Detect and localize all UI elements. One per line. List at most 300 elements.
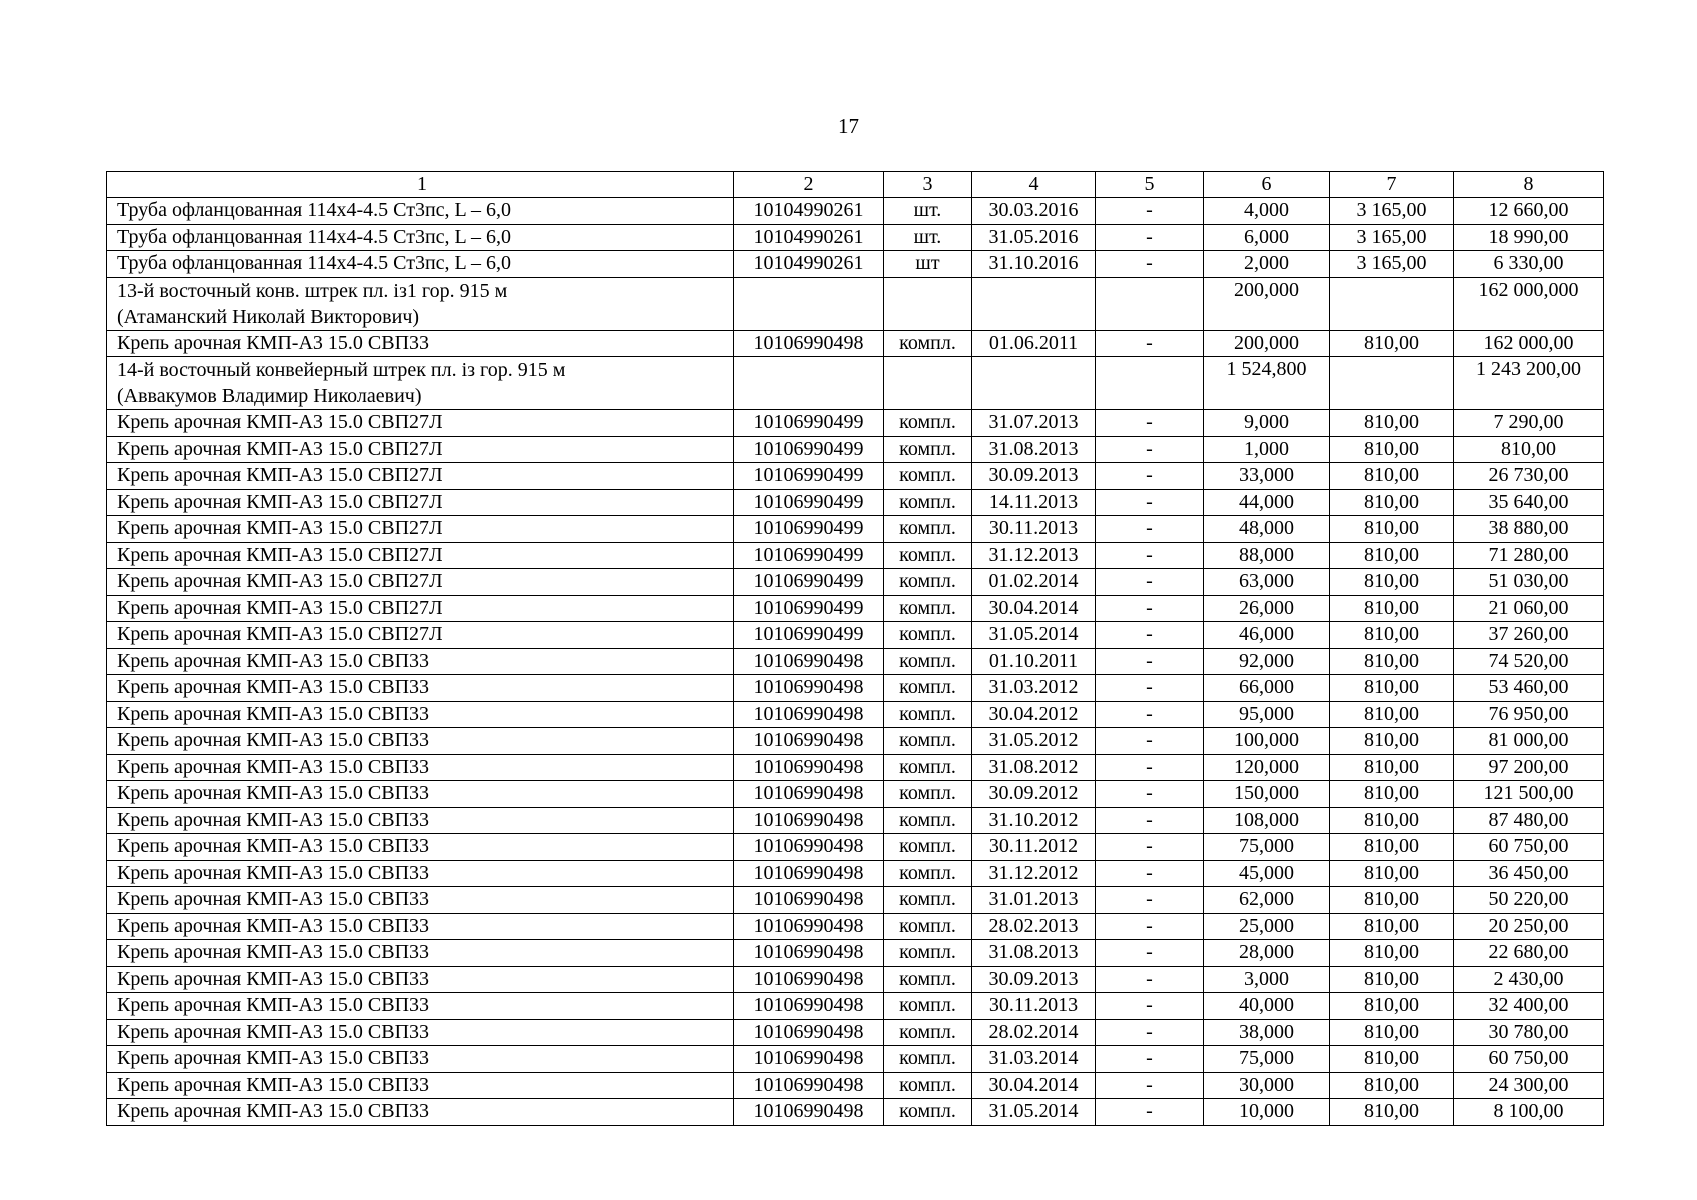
table-row	[107, 675, 1604, 702]
cell-col5: -	[1096, 648, 1204, 675]
section-title: 13-й восточный конв. штрек пл. із1 гор. 915 м	[117, 279, 508, 302]
cell-price: 810,00	[1330, 516, 1454, 543]
column-header-6: 6	[1204, 172, 1330, 198]
cell-col5: -	[1096, 966, 1204, 993]
cell-quantity: 200,000	[1204, 277, 1330, 330]
table-row	[107, 913, 1604, 940]
cell-name: Крепь арочная КМП-А3 15.0 СВП27Л	[107, 542, 734, 569]
cell-quantity: 9,000	[1204, 410, 1330, 437]
cell-date: 31.10.2016	[972, 251, 1096, 278]
table-row	[107, 463, 1604, 490]
cell-sum: 162 000,000	[1454, 277, 1604, 330]
cell-col5: -	[1096, 569, 1204, 596]
cell-col5: -	[1096, 754, 1204, 781]
cell-code: 10106990498	[734, 675, 884, 702]
cell-sum: 74 520,00	[1454, 648, 1604, 675]
cell-name: Крепь арочная КМП-А3 15.0 СВП27Л	[107, 436, 734, 463]
column-header-4: 4	[972, 172, 1096, 198]
table-row	[107, 569, 1604, 596]
cell-unit: шт.	[884, 224, 972, 251]
cell-unit: компл.	[884, 701, 972, 728]
cell-sum: 18 990,00	[1454, 224, 1604, 251]
cell-col5: -	[1096, 330, 1204, 357]
cell-quantity: 45,000	[1204, 860, 1330, 887]
cell-price: 810,00	[1330, 1019, 1454, 1046]
cell-code: 10106990498	[734, 966, 884, 993]
section-responsible: (Атаманский Николай Викторович)	[117, 305, 420, 328]
cell-name	[107, 357, 734, 410]
cell-name: Крепь арочная КМП-А3 15.0 СВП33	[107, 807, 734, 834]
cell-unit: компл.	[884, 913, 972, 940]
table-row	[107, 993, 1604, 1020]
cell-name: Крепь арочная КМП-А3 15.0 СВП33	[107, 834, 734, 861]
cell-price: 3 165,00	[1330, 198, 1454, 225]
table-row	[107, 648, 1604, 675]
cell-quantity: 40,000	[1204, 993, 1330, 1020]
cell-col5: -	[1096, 516, 1204, 543]
cell-unit: компл.	[884, 1046, 972, 1073]
cell-unit: компл.	[884, 1019, 972, 1046]
cell-col5: -	[1096, 595, 1204, 622]
table-row	[107, 436, 1604, 463]
cell-date: 31.07.2013	[972, 410, 1096, 437]
cell-unit: компл.	[884, 860, 972, 887]
cell-name: Крепь арочная КМП-А3 15.0 СВП33	[107, 887, 734, 914]
table-row	[107, 622, 1604, 649]
table-row	[107, 834, 1604, 861]
cell-sum: 26 730,00	[1454, 463, 1604, 490]
cell-unit: компл.	[884, 516, 972, 543]
cell-price: 810,00	[1330, 860, 1454, 887]
table-row	[107, 516, 1604, 543]
cell-name: Крепь арочная КМП-А3 15.0 СВП33	[107, 1072, 734, 1099]
cell-date: 28.02.2014	[972, 1019, 1096, 1046]
cell-name: Крепь арочная КМП-А3 15.0 СВП33	[107, 330, 734, 357]
cell-quantity: 30,000	[1204, 1072, 1330, 1099]
table-row	[107, 224, 1604, 251]
cell-name: Крепь арочная КМП-А3 15.0 СВП33	[107, 1046, 734, 1073]
cell-col5: -	[1096, 834, 1204, 861]
cell-quantity: 4,000	[1204, 198, 1330, 225]
cell-code: 10106990499	[734, 410, 884, 437]
cell-quantity: 3,000	[1204, 966, 1330, 993]
cell-sum: 60 750,00	[1454, 1046, 1604, 1073]
cell-code: 10106990499	[734, 489, 884, 516]
cell-date: 30.03.2016	[972, 198, 1096, 225]
cell-date: 31.03.2014	[972, 1046, 1096, 1073]
cell-col5: -	[1096, 410, 1204, 437]
cell-price: 810,00	[1330, 834, 1454, 861]
cell-date: 30.11.2013	[972, 993, 1096, 1020]
cell-price	[1330, 357, 1454, 410]
cell-date: 31.03.2012	[972, 675, 1096, 702]
cell-date: 31.08.2012	[972, 754, 1096, 781]
cell-quantity: 44,000	[1204, 489, 1330, 516]
cell-code: 10106990498	[734, 1099, 884, 1126]
cell-code: 10106990498	[734, 754, 884, 781]
table-row	[107, 595, 1604, 622]
column-header-3: 3	[884, 172, 972, 198]
cell-col5: -	[1096, 913, 1204, 940]
cell-price: 810,00	[1330, 966, 1454, 993]
cell-price: 810,00	[1330, 913, 1454, 940]
cell-unit: компл.	[884, 595, 972, 622]
cell-col5: -	[1096, 728, 1204, 755]
table-row	[107, 1099, 1604, 1126]
cell-col5: -	[1096, 251, 1204, 278]
cell-name: Крепь арочная КМП-А3 15.0 СВП27Л	[107, 569, 734, 596]
cell-sum: 30 780,00	[1454, 1019, 1604, 1046]
cell-quantity: 46,000	[1204, 622, 1330, 649]
cell-unit: компл.	[884, 410, 972, 437]
cell-sum: 6 330,00	[1454, 251, 1604, 278]
cell-col5: -	[1096, 436, 1204, 463]
cell-unit: компл.	[884, 436, 972, 463]
cell-date: 31.05.2014	[972, 1099, 1096, 1126]
cell-date: 31.01.2013	[972, 887, 1096, 914]
cell-name: Крепь арочная КМП-А3 15.0 СВП33	[107, 675, 734, 702]
cell-sum: 51 030,00	[1454, 569, 1604, 596]
cell-code: 10106990498	[734, 728, 884, 755]
cell-code: 10106990499	[734, 622, 884, 649]
cell-sum: 12 660,00	[1454, 198, 1604, 225]
cell-sum: 24 300,00	[1454, 1072, 1604, 1099]
cell-name: Труба офланцованная 114х4-4.5 Ст3пс, L – 6,0	[107, 224, 734, 251]
cell-sum: 60 750,00	[1454, 834, 1604, 861]
cell-col5: -	[1096, 940, 1204, 967]
cell-quantity: 62,000	[1204, 887, 1330, 914]
cell-unit: компл.	[884, 728, 972, 755]
cell-quantity: 2,000	[1204, 251, 1330, 278]
cell-price: 810,00	[1330, 410, 1454, 437]
cell-name: Крепь арочная КМП-А3 15.0 СВП33	[107, 940, 734, 967]
cell-quantity: 48,000	[1204, 516, 1330, 543]
cell-code: 10106990498	[734, 648, 884, 675]
cell-price: 810,00	[1330, 728, 1454, 755]
cell-price: 810,00	[1330, 542, 1454, 569]
cell-code: 10106990498	[734, 887, 884, 914]
cell-quantity: 33,000	[1204, 463, 1330, 490]
cell-unit: компл.	[884, 542, 972, 569]
cell-quantity: 150,000	[1204, 781, 1330, 808]
cell-unit: компл.	[884, 887, 972, 914]
cell-quantity: 38,000	[1204, 1019, 1330, 1046]
cell-unit: компл.	[884, 489, 972, 516]
cell-quantity: 25,000	[1204, 913, 1330, 940]
cell-name: Крепь арочная КМП-А3 15.0 СВП33	[107, 648, 734, 675]
cell-price: 810,00	[1330, 595, 1454, 622]
cell-code: 10106990498	[734, 1072, 884, 1099]
table-row	[107, 198, 1604, 225]
table-row	[107, 701, 1604, 728]
table-row	[107, 754, 1604, 781]
cell-col5	[1096, 277, 1204, 330]
cell-quantity: 100,000	[1204, 728, 1330, 755]
cell-price: 810,00	[1330, 436, 1454, 463]
cell-sum: 22 680,00	[1454, 940, 1604, 967]
cell-date: 31.08.2013	[972, 940, 1096, 967]
cell-name	[107, 277, 734, 330]
cell-col5: -	[1096, 1099, 1204, 1126]
cell-quantity: 66,000	[1204, 675, 1330, 702]
cell-unit: компл.	[884, 993, 972, 1020]
cell-price: 810,00	[1330, 675, 1454, 702]
cell-col5: -	[1096, 1046, 1204, 1073]
cell-date: 28.02.2013	[972, 913, 1096, 940]
cell-col5: -	[1096, 198, 1204, 225]
cell-date: 31.05.2012	[972, 728, 1096, 755]
cell-price: 810,00	[1330, 887, 1454, 914]
cell-date: 31.05.2014	[972, 622, 1096, 649]
cell-sum: 21 060,00	[1454, 595, 1604, 622]
cell-price: 810,00	[1330, 463, 1454, 490]
cell-name: Крепь арочная КМП-А3 15.0 СВП33	[107, 860, 734, 887]
cell-price: 810,00	[1330, 1099, 1454, 1126]
cell-sum: 53 460,00	[1454, 675, 1604, 702]
cell-col5: -	[1096, 1019, 1204, 1046]
cell-price: 810,00	[1330, 781, 1454, 808]
cell-unit: компл.	[884, 330, 972, 357]
cell-unit: компл.	[884, 463, 972, 490]
cell-date: 30.04.2012	[972, 701, 1096, 728]
cell-price	[1330, 277, 1454, 330]
cell-unit: компл.	[884, 834, 972, 861]
cell-col5: -	[1096, 1072, 1204, 1099]
cell-code: 10106990498	[734, 781, 884, 808]
cell-col5: -	[1096, 807, 1204, 834]
cell-sum: 87 480,00	[1454, 807, 1604, 834]
cell-sum: 2 430,00	[1454, 966, 1604, 993]
cell-code: 10106990498	[734, 993, 884, 1020]
table-row	[107, 410, 1604, 437]
cell-date: 30.09.2013	[972, 463, 1096, 490]
cell-sum: 1 243 200,00	[1454, 357, 1604, 410]
cell-price: 810,00	[1330, 940, 1454, 967]
cell-code: 10106990498	[734, 913, 884, 940]
cell-name: Труба офланцованная 114х4-4.5 Ст3пс, L – 6,0	[107, 198, 734, 225]
cell-date: 30.11.2012	[972, 834, 1096, 861]
table-row	[107, 489, 1604, 516]
table-row	[107, 781, 1604, 808]
cell-name: Труба офланцованная 114х4-4.5 Ст3пс, L – 6,0	[107, 251, 734, 278]
cell-price: 3 165,00	[1330, 224, 1454, 251]
cell-price: 810,00	[1330, 701, 1454, 728]
cell-quantity: 88,000	[1204, 542, 1330, 569]
cell-unit: компл.	[884, 754, 972, 781]
column-header-7: 7	[1330, 172, 1454, 198]
cell-unit: компл.	[884, 648, 972, 675]
table-row	[107, 1072, 1604, 1099]
cell-date: 30.09.2013	[972, 966, 1096, 993]
cell-name: Крепь арочная КМП-А3 15.0 СВП27Л	[107, 489, 734, 516]
cell-sum: 35 640,00	[1454, 489, 1604, 516]
table-row	[107, 1046, 1604, 1073]
cell-date: 31.08.2013	[972, 436, 1096, 463]
cell-quantity: 1,000	[1204, 436, 1330, 463]
cell-quantity: 6,000	[1204, 224, 1330, 251]
cell-unit: компл.	[884, 622, 972, 649]
cell-col5: -	[1096, 675, 1204, 702]
table-row	[107, 728, 1604, 755]
cell-name: Крепь арочная КМП-А3 15.0 СВП33	[107, 913, 734, 940]
cell-name: Крепь арочная КМП-А3 15.0 СВП33	[107, 701, 734, 728]
cell-date	[972, 277, 1096, 330]
cell-name: Крепь арочная КМП-А3 15.0 СВП27Л	[107, 516, 734, 543]
cell-quantity: 75,000	[1204, 1046, 1330, 1073]
table-row	[107, 887, 1604, 914]
page-number: 17	[838, 114, 859, 138]
cell-col5: -	[1096, 542, 1204, 569]
cell-col5: -	[1096, 224, 1204, 251]
cell-code: 10106990499	[734, 463, 884, 490]
cell-date: 14.11.2013	[972, 489, 1096, 516]
cell-date: 30.04.2014	[972, 1072, 1096, 1099]
cell-name: Крепь арочная КМП-А3 15.0 СВП27Л	[107, 410, 734, 437]
cell-date: 01.02.2014	[972, 569, 1096, 596]
cell-col5: -	[1096, 993, 1204, 1020]
cell-price: 810,00	[1330, 807, 1454, 834]
cell-unit: компл.	[884, 781, 972, 808]
cell-quantity: 75,000	[1204, 834, 1330, 861]
cell-price: 810,00	[1330, 1046, 1454, 1073]
cell-code: 10104990261	[734, 251, 884, 278]
cell-quantity: 28,000	[1204, 940, 1330, 967]
cell-name: Крепь арочная КМП-А3 15.0 СВП33	[107, 754, 734, 781]
cell-sum: 76 950,00	[1454, 701, 1604, 728]
cell-sum: 37 260,00	[1454, 622, 1604, 649]
cell-sum: 36 450,00	[1454, 860, 1604, 887]
table-row	[107, 542, 1604, 569]
cell-unit: шт	[884, 251, 972, 278]
cell-unit	[884, 357, 972, 410]
cell-date: 31.12.2013	[972, 542, 1096, 569]
cell-quantity: 1 524,800	[1204, 357, 1330, 410]
table-row	[107, 330, 1604, 357]
cell-unit: компл.	[884, 966, 972, 993]
cell-name: Крепь арочная КМП-А3 15.0 СВП33	[107, 781, 734, 808]
cell-sum: 7 290,00	[1454, 410, 1604, 437]
cell-date: 31.12.2012	[972, 860, 1096, 887]
cell-price: 810,00	[1330, 754, 1454, 781]
cell-code: 10106990498	[734, 860, 884, 887]
cell-price: 810,00	[1330, 489, 1454, 516]
cell-date: 30.09.2012	[972, 781, 1096, 808]
cell-price: 810,00	[1330, 622, 1454, 649]
cell-quantity: 26,000	[1204, 595, 1330, 622]
cell-code: 10106990499	[734, 516, 884, 543]
cell-quantity: 108,000	[1204, 807, 1330, 834]
table-row	[107, 807, 1604, 834]
table-row	[107, 940, 1604, 967]
cell-code: 10104990261	[734, 198, 884, 225]
cell-name: Крепь арочная КМП-А3 15.0 СВП33	[107, 728, 734, 755]
cell-sum: 121 500,00	[1454, 781, 1604, 808]
cell-name: Крепь арочная КМП-А3 15.0 СВП27Л	[107, 463, 734, 490]
header-row	[107, 172, 1604, 198]
cell-unit: компл.	[884, 1072, 972, 1099]
cell-code: 10106990498	[734, 834, 884, 861]
cell-code	[734, 357, 884, 410]
cell-code: 10106990499	[734, 595, 884, 622]
cell-code: 10106990498	[734, 330, 884, 357]
cell-col5: -	[1096, 781, 1204, 808]
section-title: 14-й восточный конвейерный штрек пл. із гор. 915 м	[117, 359, 566, 381]
cell-sum: 810,00	[1454, 436, 1604, 463]
cell-price: 810,00	[1330, 1072, 1454, 1099]
cell-code: 10106990499	[734, 569, 884, 596]
cell-col5	[1096, 357, 1204, 410]
cell-col5: -	[1096, 463, 1204, 490]
column-header-2: 2	[734, 172, 884, 198]
cell-code: 10104990261	[734, 224, 884, 251]
cell-date: 30.04.2014	[972, 595, 1096, 622]
cell-date: 30.11.2013	[972, 516, 1096, 543]
cell-col5: -	[1096, 489, 1204, 516]
cell-unit	[884, 277, 972, 330]
section-responsible: (Аввакумов Владимир Николаевич)	[117, 385, 422, 407]
cell-date: 31.10.2012	[972, 807, 1096, 834]
cell-sum: 50 220,00	[1454, 887, 1604, 914]
cell-col5: -	[1096, 887, 1204, 914]
cell-quantity: 92,000	[1204, 648, 1330, 675]
cell-name: Крепь арочная КМП-А3 15.0 СВП27Л	[107, 595, 734, 622]
cell-unit: компл.	[884, 807, 972, 834]
cell-quantity: 10,000	[1204, 1099, 1330, 1126]
cell-price: 3 165,00	[1330, 251, 1454, 278]
cell-code	[734, 277, 884, 330]
cell-quantity: 95,000	[1204, 701, 1330, 728]
cell-date	[972, 357, 1096, 410]
cell-code: 10106990498	[734, 1019, 884, 1046]
inventory-table	[106, 171, 1604, 1126]
table-row	[107, 966, 1604, 993]
table-body	[107, 172, 1604, 1126]
cell-price: 810,00	[1330, 648, 1454, 675]
cell-unit: компл.	[884, 675, 972, 702]
cell-name: Крепь арочная КМП-А3 15.0 СВП33	[107, 1099, 734, 1126]
table-row	[107, 860, 1604, 887]
cell-price: 810,00	[1330, 993, 1454, 1020]
cell-sum: 20 250,00	[1454, 913, 1604, 940]
table-row	[107, 251, 1604, 278]
cell-price: 810,00	[1330, 569, 1454, 596]
section-row	[107, 277, 1604, 330]
cell-sum: 8 100,00	[1454, 1099, 1604, 1126]
cell-date: 31.05.2016	[972, 224, 1096, 251]
cell-quantity: 63,000	[1204, 569, 1330, 596]
cell-date: 01.06.2011	[972, 330, 1096, 357]
cell-sum: 38 880,00	[1454, 516, 1604, 543]
cell-code: 10106990498	[734, 1046, 884, 1073]
cell-code: 10106990499	[734, 542, 884, 569]
cell-col5: -	[1096, 622, 1204, 649]
cell-unit: шт.	[884, 198, 972, 225]
cell-col5: -	[1096, 701, 1204, 728]
cell-quantity: 120,000	[1204, 754, 1330, 781]
cell-date: 01.10.2011	[972, 648, 1096, 675]
cell-code: 10106990499	[734, 436, 884, 463]
cell-code: 10106990498	[734, 940, 884, 967]
column-header-1: 1	[107, 172, 734, 198]
cell-name: Крепь арочная КМП-А3 15.0 СВП33	[107, 1019, 734, 1046]
cell-col5: -	[1096, 860, 1204, 887]
cell-price: 810,00	[1330, 330, 1454, 357]
column-header-5: 5	[1096, 172, 1204, 198]
cell-sum: 81 000,00	[1454, 728, 1604, 755]
cell-unit: компл.	[884, 569, 972, 596]
cell-name: Крепь арочная КМП-А3 15.0 СВП27Л	[107, 622, 734, 649]
cell-name: Крепь арочная КМП-А3 15.0 СВП33	[107, 993, 734, 1020]
